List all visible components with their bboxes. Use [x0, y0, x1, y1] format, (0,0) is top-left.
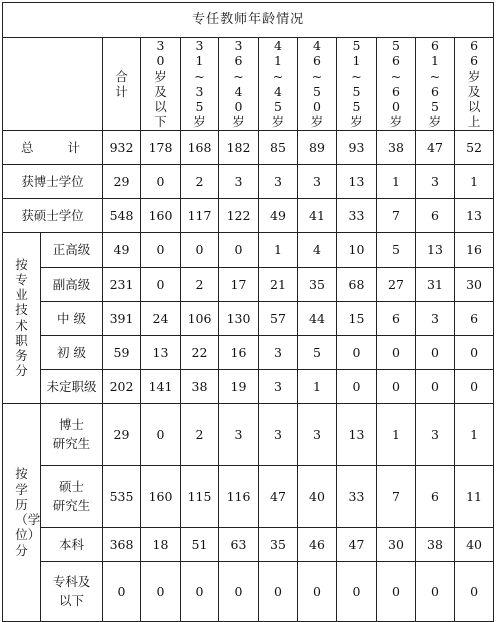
row-label-total: 总 计: [3, 130, 103, 164]
cell: 0: [181, 232, 219, 267]
cell: 47: [337, 527, 377, 561]
cell: 46: [298, 527, 337, 561]
cell: 10: [337, 232, 377, 267]
row-label: 专科及 以下: [41, 561, 103, 621]
cell: 29: [103, 164, 141, 198]
cell: 391: [103, 301, 141, 335]
cell: 19: [219, 369, 259, 403]
row-label: 获硕士学位: [3, 198, 103, 232]
cell: 0: [455, 335, 494, 369]
cell: 89: [298, 130, 337, 164]
cell: 6: [377, 301, 416, 335]
cell: 2: [181, 267, 219, 301]
cell: 1: [455, 164, 494, 198]
cell: 3: [219, 164, 259, 198]
cell: 13: [141, 335, 181, 369]
cell: 4: [298, 232, 337, 267]
cell: 3: [259, 335, 298, 369]
cell: 1: [298, 369, 337, 403]
cell: 7: [377, 465, 416, 527]
cell: 535: [103, 465, 141, 527]
cell: 7: [377, 198, 416, 232]
cell: 0: [377, 335, 416, 369]
cell: 1: [259, 232, 298, 267]
cell: 3: [416, 301, 455, 335]
cell: 22: [181, 335, 219, 369]
cell: 5: [377, 232, 416, 267]
cell: 3: [298, 164, 337, 198]
col-header-61-65: 61~65岁: [416, 38, 455, 131]
cell: 1: [377, 164, 416, 198]
teacher-age-table: [2, 2, 494, 622]
table-row-total: [3, 130, 494, 164]
cell: 38: [416, 527, 455, 561]
cell: 17: [219, 267, 259, 301]
cell: 115: [181, 465, 219, 527]
cell: 130: [219, 301, 259, 335]
cell: 1: [455, 403, 494, 465]
cell: 38: [181, 369, 219, 403]
table-row-unranked: [3, 369, 494, 403]
cell: 548: [103, 198, 141, 232]
row-label: 未定职级: [41, 369, 103, 403]
cell: 116: [219, 465, 259, 527]
cell: 33: [337, 465, 377, 527]
cell: 3: [259, 403, 298, 465]
cell: 35: [259, 527, 298, 561]
cell: 16: [219, 335, 259, 369]
cell: 24: [141, 301, 181, 335]
cell: 122: [219, 198, 259, 232]
table-title: 专任教师年龄情况: [3, 3, 494, 38]
cell: 0: [455, 561, 494, 621]
cell: 202: [103, 369, 141, 403]
cell: 13: [455, 198, 494, 232]
cell: 0: [298, 561, 337, 621]
cell: 0: [455, 369, 494, 403]
col-header-51-55: 51~55岁: [337, 38, 377, 131]
cell: 5: [298, 335, 337, 369]
group-label-education: 按学历（学位）分: [3, 403, 41, 621]
cell: 0: [337, 335, 377, 369]
cell: 0: [103, 561, 141, 621]
cell: 3: [259, 369, 298, 403]
cell: 30: [377, 527, 416, 561]
cell: 40: [298, 465, 337, 527]
cell: 13: [337, 164, 377, 198]
cell: 27: [377, 267, 416, 301]
cell: 6: [455, 301, 494, 335]
cell: 160: [141, 198, 181, 232]
table-row-college-below: [3, 561, 494, 621]
cell: 93: [337, 130, 377, 164]
row-label: 初 级: [41, 335, 103, 369]
cell: 168: [181, 130, 219, 164]
cell: 41: [298, 198, 337, 232]
cell: 0: [219, 232, 259, 267]
row-label: 中 级: [41, 301, 103, 335]
col-header-41-45: 41~45岁: [259, 38, 298, 131]
table-row-masters-postgrad: [3, 465, 494, 527]
cell: 0: [141, 403, 181, 465]
header-row: [3, 38, 494, 131]
row-label: 博士 研究生: [41, 403, 103, 465]
cell: 57: [259, 301, 298, 335]
cell: 29: [103, 403, 141, 465]
cell: 6: [416, 198, 455, 232]
cell: 0: [416, 369, 455, 403]
cell: 0: [337, 369, 377, 403]
cell: 0: [219, 561, 259, 621]
col-header-46-50: 46~50岁: [298, 38, 337, 131]
cell: 44: [298, 301, 337, 335]
col-header-56-60: 56~60岁: [377, 38, 416, 131]
row-label: 硕士 研究生: [41, 465, 103, 527]
cell: 0: [141, 267, 181, 301]
cell: 117: [181, 198, 219, 232]
table-row-masters-degree: [3, 198, 494, 232]
cell: 13: [416, 232, 455, 267]
col-header-36-40: 36~40岁: [219, 38, 259, 131]
cell: 33: [337, 198, 377, 232]
cell: 3: [219, 403, 259, 465]
cell: 106: [181, 301, 219, 335]
col-header-31-35: 31~35岁: [181, 38, 219, 131]
cell: 52: [455, 130, 494, 164]
table-row-undergrad: [3, 527, 494, 561]
cell: 0: [416, 561, 455, 621]
cell: 3: [259, 164, 298, 198]
col-header-66-over: 66岁及以上: [455, 38, 494, 131]
cell: 0: [141, 164, 181, 198]
cell: 932: [103, 130, 141, 164]
cell: 0: [259, 561, 298, 621]
cell: 0: [141, 232, 181, 267]
row-label: 获博士学位: [3, 164, 103, 198]
cell: 21: [259, 267, 298, 301]
col-header-total: 合计: [103, 38, 141, 131]
row-label: 本科: [41, 527, 103, 561]
cell: 160: [141, 465, 181, 527]
table-row-junior: [3, 335, 494, 369]
header-corner: [3, 38, 103, 131]
cell: 3: [416, 403, 455, 465]
cell: 178: [141, 130, 181, 164]
cell: 3: [416, 164, 455, 198]
table-row-phd-postgrad: [3, 403, 494, 465]
cell: 35: [298, 267, 337, 301]
cell: 1: [377, 403, 416, 465]
cell: 6: [416, 465, 455, 527]
cell: 11: [455, 465, 494, 527]
cell: 141: [141, 369, 181, 403]
row-label: 正高级: [41, 232, 103, 267]
table-row-associate: [3, 267, 494, 301]
cell: 85: [259, 130, 298, 164]
cell: 0: [337, 561, 377, 621]
cell: 51: [181, 527, 219, 561]
cell: 0: [416, 335, 455, 369]
cell: 15: [337, 301, 377, 335]
cell: 63: [219, 527, 259, 561]
cell: 231: [103, 267, 141, 301]
group-label-title: 按专业技术职务分: [3, 232, 41, 403]
cell: 68: [337, 267, 377, 301]
cell: 49: [259, 198, 298, 232]
cell: 3: [298, 403, 337, 465]
cell: 182: [219, 130, 259, 164]
cell: 13: [337, 403, 377, 465]
cell: 38: [377, 130, 416, 164]
table-row-phd-degree: [3, 164, 494, 198]
cell: 0: [181, 561, 219, 621]
cell: 16: [455, 232, 494, 267]
cell: 49: [103, 232, 141, 267]
cell: 0: [377, 369, 416, 403]
cell: 2: [181, 164, 219, 198]
cell: 30: [455, 267, 494, 301]
table-row-senior: [3, 232, 494, 267]
cell: 18: [141, 527, 181, 561]
cell: 0: [377, 561, 416, 621]
cell: 40: [455, 527, 494, 561]
cell: 47: [416, 130, 455, 164]
cell: 368: [103, 527, 141, 561]
cell: 59: [103, 335, 141, 369]
cell: 2: [181, 403, 219, 465]
col-header-30-under: 30岁及以下: [141, 38, 181, 131]
cell: 31: [416, 267, 455, 301]
table-row-intermediate: [3, 301, 494, 335]
row-label: 副高级: [41, 267, 103, 301]
cell: 47: [259, 465, 298, 527]
cell: 0: [141, 561, 181, 621]
